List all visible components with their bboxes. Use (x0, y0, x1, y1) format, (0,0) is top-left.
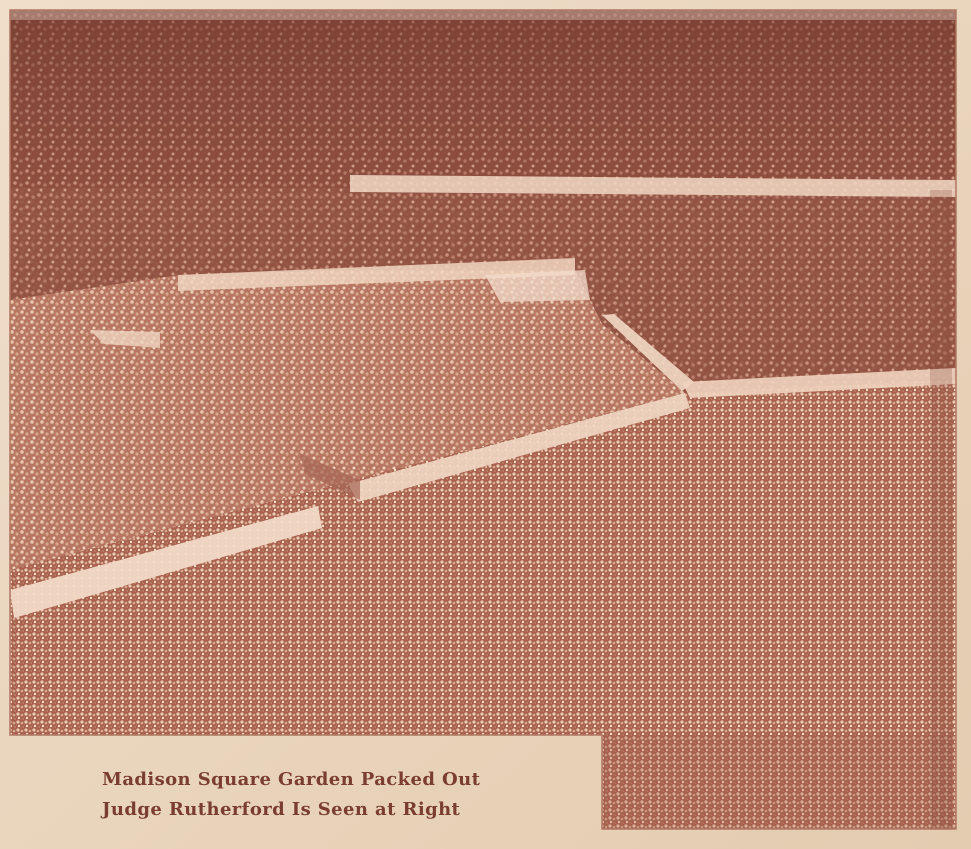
caption-line-1: Madison Square Garden Packed Out (102, 769, 481, 790)
caption-line-2: Judge Rutherford Is Seen at Right (102, 799, 461, 820)
photo-caption (102, 765, 582, 825)
